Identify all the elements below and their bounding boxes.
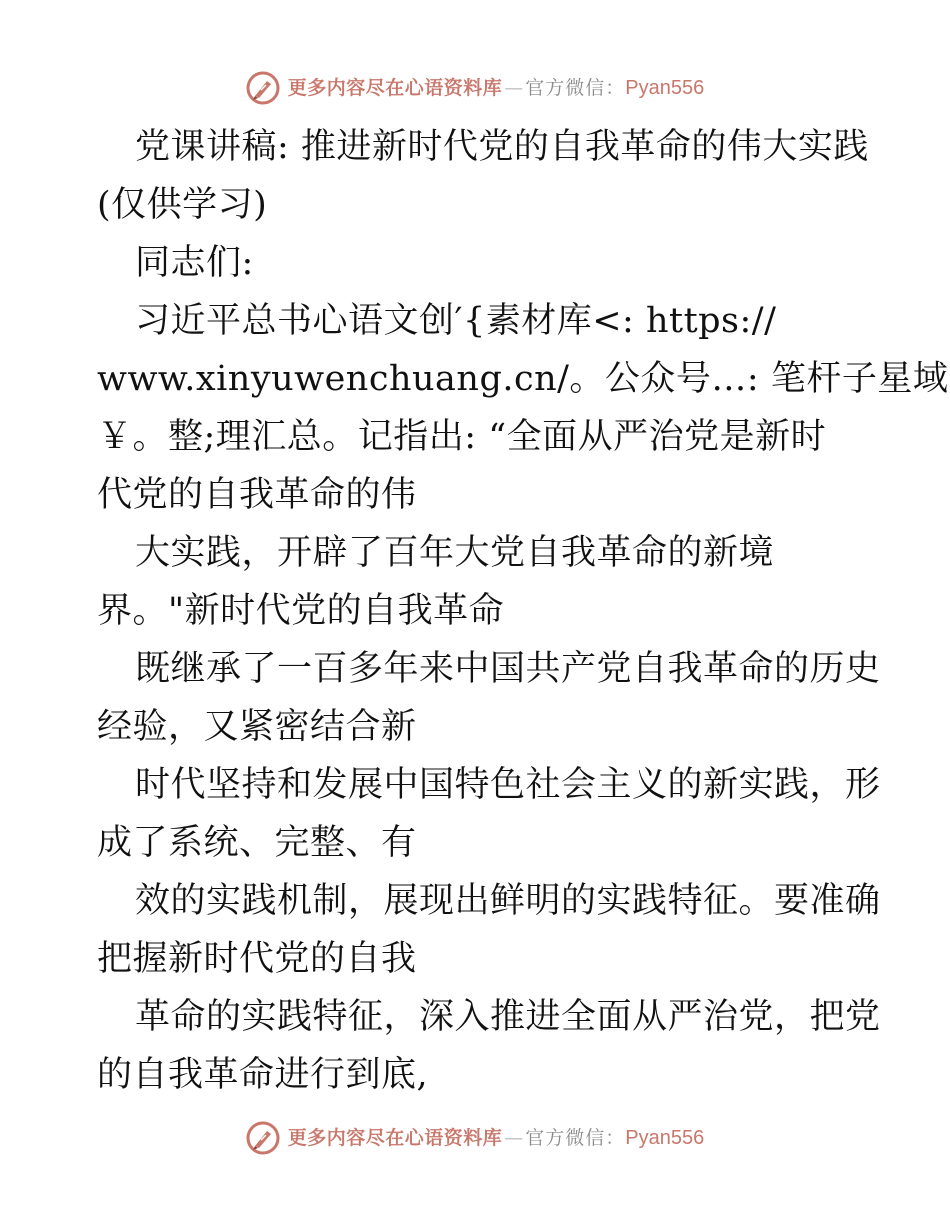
document-text-line: 的自我革命进行到底, bbox=[97, 1055, 429, 1095]
document-text-line: (仅供学习) bbox=[97, 185, 268, 225]
document-text-line: 同志们: bbox=[135, 243, 254, 283]
document-text-line: 把握新时代党的自我 bbox=[97, 939, 417, 979]
watermark-separator: — bbox=[504, 1127, 524, 1149]
watermark-wechat-id: Pyan556 bbox=[625, 1127, 705, 1149]
document-text-line: 界。"新时代党的自我革命 bbox=[97, 591, 505, 631]
document-text-line: 大实践，开辟了百年大党自我革命的新境 bbox=[135, 533, 775, 573]
document-text-line: 既继承了一百多年来中国共产党自我革命的历史 bbox=[135, 649, 881, 689]
document-text-line: 时代坚持和发展中国特色社会主义的新实践，形 bbox=[135, 765, 881, 805]
footer-watermark-banner bbox=[0, 1118, 950, 1158]
document-title-line: 党课讲稿: 推进新时代党的自我革命的伟大实践 bbox=[135, 127, 869, 167]
pen-nib-circle-icon bbox=[246, 71, 280, 105]
document-text-line: 代党的自我革命的伟 bbox=[97, 475, 417, 515]
document-text-line: ￥。整;理汇总。记指出: “全面从严治党是新时 bbox=[97, 417, 827, 457]
watermark-wechat-label: 官方微信： bbox=[525, 1127, 626, 1149]
watermark-separator: — bbox=[504, 77, 524, 99]
document-text-line: 效的实践机制，展现出鲜明的实践特征。要准确 bbox=[135, 881, 881, 921]
header-watermark-banner bbox=[0, 68, 950, 108]
document-body bbox=[97, 118, 949, 1104]
watermark-wechat-id: Pyan556 bbox=[625, 77, 705, 99]
document-text-line: 习近平总书心语文创′{素材库<: https:// bbox=[135, 301, 777, 341]
document-text-line: 革命的实践特征，深入推进全面从严治党，把党 bbox=[135, 997, 881, 1037]
watermark-main-text: 更多内容尽在心语资料库 bbox=[287, 77, 503, 99]
watermark-main-text: 更多内容尽在心语资料库 bbox=[287, 1127, 503, 1149]
document-text-line: 经验，又紧密结合新 bbox=[97, 707, 417, 747]
watermark-wechat-label: 官方微信： bbox=[525, 77, 626, 99]
document-text-line: 成了系统、完整、有 bbox=[97, 823, 417, 863]
document-text-line: www.xinyuwenchuang.cn/。公众号…: 笔杆子星域 bbox=[97, 359, 949, 399]
pen-nib-circle-icon bbox=[246, 1121, 280, 1155]
